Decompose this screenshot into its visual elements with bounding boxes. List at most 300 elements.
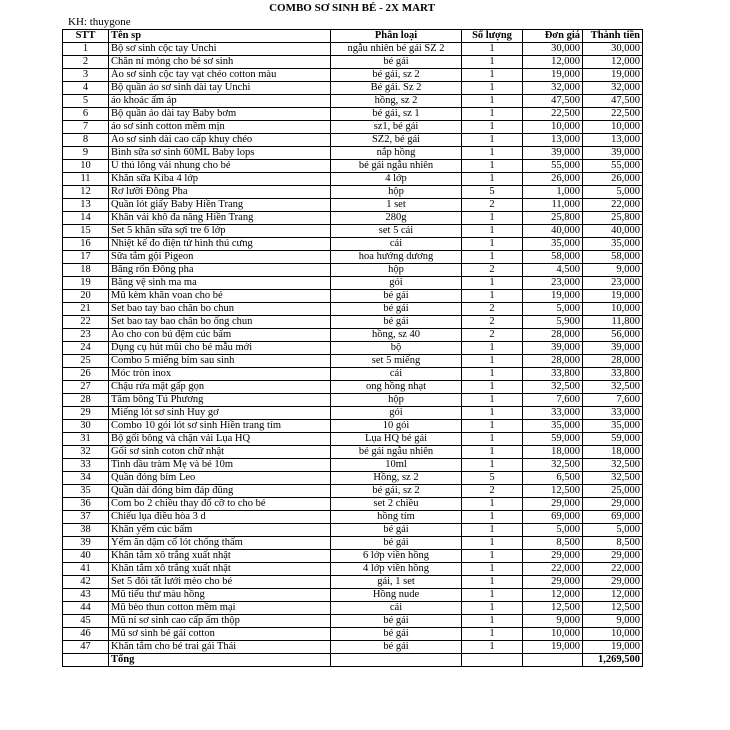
unit-price-cell: 23,000 xyxy=(523,277,583,290)
line-total-cell: 19,000 xyxy=(583,290,643,303)
category-cell: Hồng nude xyxy=(331,589,462,602)
unit-price-cell: 19,000 xyxy=(523,290,583,303)
row-number-cell: 38 xyxy=(63,524,109,537)
unit-price-cell: 1,000 xyxy=(523,186,583,199)
unit-price-cell: 4,500 xyxy=(523,264,583,277)
product-name-cell: áo khoác ấm áp xyxy=(109,95,331,108)
line-total-cell: 69,000 xyxy=(583,511,643,524)
category-cell: hộp xyxy=(331,264,462,277)
category-cell: ong hồng nhạt xyxy=(331,381,462,394)
category-cell: 4 lớp xyxy=(331,173,462,186)
unit-price-cell: 35,000 xyxy=(523,420,583,433)
line-total-cell: 35,000 xyxy=(583,238,643,251)
category-cell: bé gái xyxy=(331,628,462,641)
quantity-cell: 1 xyxy=(462,251,523,264)
unit-price-cell: 13,000 xyxy=(523,134,583,147)
table-row xyxy=(63,563,643,576)
line-total-cell: 25,800 xyxy=(583,212,643,225)
table-row xyxy=(63,433,643,446)
quantity-cell: 5 xyxy=(462,186,523,199)
quantity-cell: 1 xyxy=(462,277,523,290)
category-cell: Hồng, sz 2 xyxy=(331,472,462,485)
row-number-cell: 39 xyxy=(63,537,109,550)
quantity-cell: 1 xyxy=(462,225,523,238)
header-stt: STT xyxy=(63,30,109,43)
unit-price-cell: 25,800 xyxy=(523,212,583,225)
customer-label: KH: thuygone xyxy=(68,16,131,28)
row-number-cell: 36 xyxy=(63,498,109,511)
table-row xyxy=(63,251,643,264)
category-cell: nắp hồng xyxy=(331,147,462,160)
quantity-cell: 1 xyxy=(462,121,523,134)
quantity-cell: 1 xyxy=(462,498,523,511)
quantity-cell: 1 xyxy=(462,524,523,537)
product-name-cell: Bộ quần áo dài tay Baby bơm xyxy=(109,108,331,121)
unit-price-cell: 7,600 xyxy=(523,394,583,407)
line-total-cell: 26,000 xyxy=(583,173,643,186)
row-number-cell: 34 xyxy=(63,472,109,485)
row-number-cell: 23 xyxy=(63,329,109,342)
table-row xyxy=(63,342,643,355)
line-total-cell: 39,000 xyxy=(583,147,643,160)
quantity-cell: 2 xyxy=(462,199,523,212)
product-name-cell: áo sơ sinh cotton mềm mịn xyxy=(109,121,331,134)
table-row xyxy=(63,329,643,342)
unit-price-cell: 19,000 xyxy=(523,69,583,82)
table-row xyxy=(63,550,643,563)
table-row xyxy=(63,381,643,394)
line-total-cell: 30,000 xyxy=(583,43,643,56)
unit-price-cell: 39,000 xyxy=(523,147,583,160)
row-number-cell: 46 xyxy=(63,628,109,641)
line-total-cell: 58,000 xyxy=(583,251,643,264)
table-row xyxy=(63,472,643,485)
quantity-cell: 1 xyxy=(462,368,523,381)
category-cell: SZ2, bé gái xyxy=(331,134,462,147)
line-total-cell: 32,500 xyxy=(583,459,643,472)
table-row xyxy=(63,160,643,173)
unit-price-cell: 5,000 xyxy=(523,303,583,316)
total-row-quantity xyxy=(462,654,523,667)
line-total-cell: 35,000 xyxy=(583,420,643,433)
total-row-category xyxy=(331,654,462,667)
category-cell: 10ml xyxy=(331,459,462,472)
row-number-cell: 37 xyxy=(63,511,109,524)
line-total-cell: 56,000 xyxy=(583,329,643,342)
row-number-cell: 17 xyxy=(63,251,109,264)
category-cell: cái xyxy=(331,238,462,251)
unit-price-cell: 12,000 xyxy=(523,56,583,69)
product-name-cell: Mũ bèo thun cotton mềm mại xyxy=(109,602,331,615)
quantity-cell: 1 xyxy=(462,43,523,56)
category-cell: gói xyxy=(331,407,462,420)
product-name-cell: Yếm ăn dặm cổ lót chống thấm xyxy=(109,537,331,550)
row-number-cell: 35 xyxy=(63,485,109,498)
product-name-cell: Set 5 khăn sữa sợi tre 6 lớp xyxy=(109,225,331,238)
line-total-cell: 19,000 xyxy=(583,69,643,82)
unit-price-cell: 29,000 xyxy=(523,550,583,563)
quantity-cell: 1 xyxy=(462,108,523,121)
unit-price-cell: 69,000 xyxy=(523,511,583,524)
product-name-cell: Mũ tiểu thư màu hồng xyxy=(109,589,331,602)
product-name-cell: Set 5 đôi tất lưới mèo cho bé xyxy=(109,576,331,589)
unit-price-cell: 22,000 xyxy=(523,563,583,576)
row-number-cell: 7 xyxy=(63,121,109,134)
quantity-cell: 1 xyxy=(462,589,523,602)
table-row xyxy=(63,82,643,95)
category-cell: 6 lớp viền hồng xyxy=(331,550,462,563)
line-total-cell: 12,000 xyxy=(583,589,643,602)
category-cell: hộp xyxy=(331,186,462,199)
row-number-cell: 31 xyxy=(63,433,109,446)
row-number-cell: 3 xyxy=(63,69,109,82)
category-cell: bé gái xyxy=(331,316,462,329)
row-number-cell: 10 xyxy=(63,160,109,173)
row-number-cell: 27 xyxy=(63,381,109,394)
quantity-cell: 1 xyxy=(462,56,523,69)
quantity-cell: 1 xyxy=(462,238,523,251)
unit-price-cell: 33,000 xyxy=(523,407,583,420)
product-name-cell: Quần đóng bỉm Leo xyxy=(109,472,331,485)
line-total-cell: 59,000 xyxy=(583,433,643,446)
product-name-cell: Ủ thú lông vải nhung cho bé xyxy=(109,160,331,173)
header-category: Phân loại xyxy=(331,30,462,43)
unit-price-cell: 30,000 xyxy=(523,43,583,56)
quantity-cell: 1 xyxy=(462,394,523,407)
quantity-cell: 2 xyxy=(462,316,523,329)
quantity-cell: 1 xyxy=(462,563,523,576)
unit-price-cell: 12,500 xyxy=(523,602,583,615)
line-total-cell: 29,000 xyxy=(583,576,643,589)
quantity-cell: 1 xyxy=(462,355,523,368)
category-cell: hồng tím xyxy=(331,511,462,524)
table-row xyxy=(63,212,643,225)
category-cell: bé gái xyxy=(331,303,462,316)
product-name-cell: Áo cho con bú đệm cúc bấm xyxy=(109,329,331,342)
line-total-cell: 22,000 xyxy=(583,563,643,576)
header-unit-price: Đơn giá xyxy=(523,30,583,43)
category-cell: bé gái ngẫu nhiên xyxy=(331,446,462,459)
quantity-cell: 1 xyxy=(462,212,523,225)
table-row xyxy=(63,56,643,69)
row-number-cell: 26 xyxy=(63,368,109,381)
line-total-cell: 19,000 xyxy=(583,641,643,654)
product-name-cell: Com bo 2 chiều thay đổ cỡ to cho bé xyxy=(109,498,331,511)
table-row xyxy=(63,238,643,251)
line-total-cell: 32,500 xyxy=(583,381,643,394)
product-name-cell: Tăm bông Tú Phương xyxy=(109,394,331,407)
unit-price-cell: 55,000 xyxy=(523,160,583,173)
unit-price-cell: 26,000 xyxy=(523,173,583,186)
unit-price-cell: 47,500 xyxy=(523,95,583,108)
unit-price-cell: 12,000 xyxy=(523,589,583,602)
total-row-stt xyxy=(63,654,109,667)
category-cell: bé gái xyxy=(331,537,462,550)
row-number-cell: 20 xyxy=(63,290,109,303)
product-name-cell: Băng rốn Đông pha xyxy=(109,264,331,277)
unit-price-cell: 10,000 xyxy=(523,628,583,641)
line-total-cell: 12,500 xyxy=(583,602,643,615)
category-cell: 4 lớp viền hồng xyxy=(331,563,462,576)
product-name-cell: Khăn yếm cúc bấm xyxy=(109,524,331,537)
category-cell: set 5 miếng xyxy=(331,355,462,368)
product-name-cell: Chậu rửa mặt gấp gọn xyxy=(109,381,331,394)
category-cell: hoa hướng dương xyxy=(331,251,462,264)
table-row xyxy=(63,108,643,121)
quantity-cell: 1 xyxy=(462,576,523,589)
row-number-cell: 22 xyxy=(63,316,109,329)
line-total-cell: 32,000 xyxy=(583,82,643,95)
line-total-cell: 22,000 xyxy=(583,199,643,212)
quantity-cell: 1 xyxy=(462,446,523,459)
row-number-cell: 13 xyxy=(63,199,109,212)
total-label: Tổng xyxy=(109,654,331,667)
product-name-cell: Bình sữa sơ sinh 60ML Baby lops xyxy=(109,147,331,160)
row-number-cell: 47 xyxy=(63,641,109,654)
line-total-cell: 9,000 xyxy=(583,615,643,628)
table-row xyxy=(63,602,643,615)
unit-price-cell: 10,000 xyxy=(523,121,583,134)
unit-price-cell: 29,000 xyxy=(523,498,583,511)
line-total-cell: 23,000 xyxy=(583,277,643,290)
table-row xyxy=(63,524,643,537)
unit-price-cell: 5,000 xyxy=(523,524,583,537)
product-name-cell: Mũ kèm khăn voan cho bé xyxy=(109,290,331,303)
row-number-cell: 30 xyxy=(63,420,109,433)
unit-price-cell: 6,500 xyxy=(523,472,583,485)
product-name-cell: Bộ quần áo sơ sinh dài tay Unchi xyxy=(109,82,331,95)
invoice-sheet xyxy=(62,2,642,667)
row-number-cell: 16 xyxy=(63,238,109,251)
table-row xyxy=(63,134,643,147)
quantity-cell: 1 xyxy=(462,160,523,173)
unit-price-cell: 9,000 xyxy=(523,615,583,628)
quantity-cell: 1 xyxy=(462,602,523,615)
row-number-cell: 19 xyxy=(63,277,109,290)
line-total-cell: 5,000 xyxy=(583,186,643,199)
quantity-cell: 2 xyxy=(462,329,523,342)
line-total-cell: 11,800 xyxy=(583,316,643,329)
line-total-cell: 39,000 xyxy=(583,342,643,355)
product-name-cell: Combo 5 miếng bỉm sau sinh xyxy=(109,355,331,368)
product-name-cell: Khăn tắm xô trắng xuất nhật xyxy=(109,563,331,576)
unit-price-cell: 29,000 xyxy=(523,576,583,589)
table-row xyxy=(63,264,643,277)
table-row xyxy=(63,147,643,160)
product-name-cell: Mũ nỉ sơ sinh cao cấp ấm thộp xyxy=(109,615,331,628)
quantity-cell: 1 xyxy=(462,381,523,394)
quantity-cell: 2 xyxy=(462,303,523,316)
category-cell: bé gái, sz 2 xyxy=(331,69,462,82)
product-name-cell: Khăn tắm cho bé trai gái Thái xyxy=(109,641,331,654)
quantity-cell: 1 xyxy=(462,615,523,628)
row-number-cell: 24 xyxy=(63,342,109,355)
product-name-cell: Dụng cụ hút mũi cho bé mẫu mới xyxy=(109,342,331,355)
line-total-cell: 33,800 xyxy=(583,368,643,381)
row-number-cell: 12 xyxy=(63,186,109,199)
quantity-cell: 1 xyxy=(462,173,523,186)
table-row xyxy=(63,277,643,290)
line-total-cell: 8,500 xyxy=(583,537,643,550)
line-total-cell: 7,600 xyxy=(583,394,643,407)
category-cell: bé gái xyxy=(331,641,462,654)
row-number-cell: 1 xyxy=(63,43,109,56)
quantity-cell: 1 xyxy=(462,641,523,654)
category-cell: ngẫu nhiên bé gái SZ 2 xyxy=(331,43,462,56)
row-number-cell: 33 xyxy=(63,459,109,472)
product-name-cell: Khăn vải khô đa năng Hiền Trang xyxy=(109,212,331,225)
product-name-cell: Quần lót giấy Baby Hiền Trang xyxy=(109,199,331,212)
category-cell: bé gái, sz 1 xyxy=(331,108,462,121)
unit-price-cell: 19,000 xyxy=(523,641,583,654)
row-number-cell: 44 xyxy=(63,602,109,615)
category-cell: 10 gói xyxy=(331,420,462,433)
table-row xyxy=(63,316,643,329)
table-row xyxy=(63,303,643,316)
quantity-cell: 1 xyxy=(462,537,523,550)
product-name-cell: Áo sơ sinh dài cao cấp khuy chéo xyxy=(109,134,331,147)
unit-price-cell: 18,000 xyxy=(523,446,583,459)
row-number-cell: 25 xyxy=(63,355,109,368)
table-row xyxy=(63,290,643,303)
line-total-cell: 33,000 xyxy=(583,407,643,420)
unit-price-cell: 8,500 xyxy=(523,537,583,550)
unit-price-cell: 22,500 xyxy=(523,108,583,121)
quantity-cell: 1 xyxy=(462,95,523,108)
product-name-cell: Bộ sơ sinh cộc tay Unchi xyxy=(109,43,331,56)
category-cell: 1 set xyxy=(331,199,462,212)
product-name-cell: Rơ lưỡi Đông Pha xyxy=(109,186,331,199)
category-cell: bé gái, sz 2 xyxy=(331,485,462,498)
product-name-cell: Móc tròn inox xyxy=(109,368,331,381)
row-number-cell: 18 xyxy=(63,264,109,277)
row-number-cell: 45 xyxy=(63,615,109,628)
unit-price-cell: 59,000 xyxy=(523,433,583,446)
quantity-cell: 1 xyxy=(462,459,523,472)
row-number-cell: 42 xyxy=(63,576,109,589)
unit-price-cell: 58,000 xyxy=(523,251,583,264)
quantity-cell: 1 xyxy=(462,134,523,147)
row-number-cell: 32 xyxy=(63,446,109,459)
line-total-cell: 40,000 xyxy=(583,225,643,238)
row-number-cell: 29 xyxy=(63,407,109,420)
table-row xyxy=(63,589,643,602)
line-total-cell: 29,000 xyxy=(583,498,643,511)
category-cell: bé gái xyxy=(331,56,462,69)
table-row xyxy=(63,537,643,550)
product-name-cell: Sữa tắm gội Pigeon xyxy=(109,251,331,264)
quantity-cell: 1 xyxy=(462,407,523,420)
line-total-cell: 10,000 xyxy=(583,121,643,134)
table-row xyxy=(63,355,643,368)
product-name-cell: Set bao tay bao chân bo ống chun xyxy=(109,316,331,329)
table-row xyxy=(63,95,643,108)
category-cell: sz1, bé gái xyxy=(331,121,462,134)
row-number-cell: 21 xyxy=(63,303,109,316)
unit-price-cell: 33,800 xyxy=(523,368,583,381)
table-row xyxy=(63,186,643,199)
quantity-cell: 1 xyxy=(462,69,523,82)
line-total-cell: 32,500 xyxy=(583,472,643,485)
category-cell: cái xyxy=(331,602,462,615)
row-number-cell: 43 xyxy=(63,589,109,602)
table-header-row xyxy=(63,30,643,43)
line-total-cell: 22,500 xyxy=(583,108,643,121)
row-number-cell: 40 xyxy=(63,550,109,563)
line-total-cell: 25,000 xyxy=(583,485,643,498)
quantity-cell: 1 xyxy=(462,82,523,95)
table-row xyxy=(63,446,643,459)
grand-total: 1,269,500 xyxy=(583,654,643,667)
table-row xyxy=(63,628,643,641)
quantity-cell: 1 xyxy=(462,147,523,160)
table-row xyxy=(63,641,643,654)
table-row xyxy=(63,576,643,589)
category-cell: 280g xyxy=(331,212,462,225)
category-cell: set 2 chiều xyxy=(331,498,462,511)
total-row xyxy=(63,654,643,667)
product-name-cell: Chiếu lụa điều hòa 3 d xyxy=(109,511,331,524)
quantity-cell: 1 xyxy=(462,342,523,355)
line-total-cell: 13,000 xyxy=(583,134,643,147)
quantity-cell: 1 xyxy=(462,628,523,641)
table-row xyxy=(63,407,643,420)
header-product-name: Tên sp xyxy=(109,30,331,43)
quantity-cell: 2 xyxy=(462,264,523,277)
product-name-cell: Tinh dầu tràm Mẹ và bé 10m xyxy=(109,459,331,472)
unit-price-cell: 40,000 xyxy=(523,225,583,238)
product-name-cell: Áo sơ sinh cộc tay vạt chéo cotton màu xyxy=(109,69,331,82)
row-number-cell: 2 xyxy=(63,56,109,69)
line-total-cell: 5,000 xyxy=(583,524,643,537)
category-cell: bé gái xyxy=(331,524,462,537)
category-cell: set 5 cái xyxy=(331,225,462,238)
product-name-cell: Set bao tay bao chân bo chun xyxy=(109,303,331,316)
product-name-cell: Nhiệt kế đo điện tử hình thú cưng xyxy=(109,238,331,251)
category-cell: gói xyxy=(331,277,462,290)
product-name-cell: Băng vệ sinh ma ma xyxy=(109,277,331,290)
table-row xyxy=(63,420,643,433)
quantity-cell: 2 xyxy=(462,485,523,498)
product-name-cell: Mũ sơ sinh bé gái cotton xyxy=(109,628,331,641)
category-cell: bé gái xyxy=(331,290,462,303)
quantity-cell: 1 xyxy=(462,433,523,446)
unit-price-cell: 11,000 xyxy=(523,199,583,212)
row-number-cell: 8 xyxy=(63,134,109,147)
table-row xyxy=(63,485,643,498)
quantity-cell: 1 xyxy=(462,511,523,524)
unit-price-cell: 12,500 xyxy=(523,485,583,498)
table-row xyxy=(63,394,643,407)
category-cell: hộp xyxy=(331,394,462,407)
category-cell: Lụa HQ bé gái xyxy=(331,433,462,446)
product-name-cell: Khăn sữa Kiba 4 lớp xyxy=(109,173,331,186)
unit-price-cell: 32,500 xyxy=(523,459,583,472)
header-line-total: Thành tiền xyxy=(583,30,643,43)
quantity-cell: 1 xyxy=(462,420,523,433)
category-cell: bộ xyxy=(331,342,462,355)
row-number-cell: 28 xyxy=(63,394,109,407)
unit-price-cell: 32,500 xyxy=(523,381,583,394)
line-total-cell: 29,000 xyxy=(583,550,643,563)
table-body xyxy=(63,43,643,654)
row-number-cell: 9 xyxy=(63,147,109,160)
product-name-cell: Khăn tắm xô trắng xuất nhật xyxy=(109,550,331,563)
quantity-cell: 1 xyxy=(462,550,523,563)
line-total-cell: 10,000 xyxy=(583,628,643,641)
table-row xyxy=(63,173,643,186)
row-number-cell: 6 xyxy=(63,108,109,121)
